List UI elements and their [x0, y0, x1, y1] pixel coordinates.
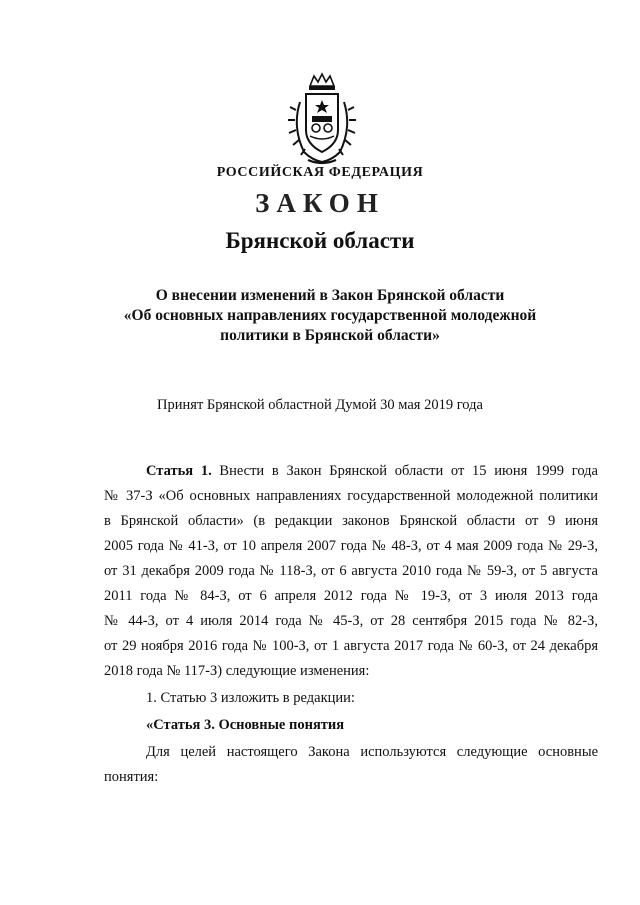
- paragraph-line: от 31 декабря 2009 года № 118-З, от 6 августа 2010 года № 59-З, от 5 августа: [104, 563, 598, 579]
- law-title-line: О внесении изменений в Закон Брянской области: [155, 287, 505, 304]
- country-heading: РОССИЙСКАЯ ФЕДЕРАЦИЯ: [216, 165, 424, 180]
- law-title-line: «Об основных направлениях государственной молодежной: [123, 307, 537, 324]
- law-title-line: политики в Брянской области»: [220, 327, 440, 344]
- paragraph-line: № 37-З «Об основных направлениях государственной молодежной политики: [104, 488, 598, 504]
- article-label: Статья 1.: [146, 463, 212, 479]
- coat-of-arms-icon: [286, 72, 358, 168]
- article-text: Внести в Закон Брянской области от 15 июня 1999 года: [211, 463, 598, 479]
- law-title: [90, 286, 570, 346]
- paragraph-line: понятия:: [104, 769, 159, 785]
- document-type-heading: ЗАКОН: [255, 188, 385, 218]
- adoption-note: Принят Брянской областной Думой 30 мая 2019 года: [157, 397, 483, 413]
- paragraph-line: от 29 ноября 2016 года № 100-З, от 1 августа 2017 года № 60-З, от 24 декабря: [104, 638, 598, 654]
- paragraph-line: Для целей настоящего Закона используются следующие основные: [146, 744, 598, 760]
- paragraph-line: [146, 462, 598, 480]
- paragraph-line: № 44-З, от 4 июля 2014 года № 45-З, от 28 сентября 2015 года № 82-З,: [104, 613, 598, 629]
- region-heading: Брянской области: [225, 228, 415, 253]
- article-3-heading: «Статья 3. Основные понятия: [146, 717, 345, 733]
- paragraph-line: 2018 года № 117-З) следующие изменения:: [104, 663, 370, 679]
- item-line: 1. Статью 3 изложить в редакции:: [146, 690, 355, 706]
- paragraph-line: 2005 года № 41-З, от 10 апреля 2007 года № 48-З, от 4 мая 2009 года № 29-З,: [104, 538, 598, 554]
- paragraph-line: в Брянской области» (в редакции законов Брянской области от 9 июня: [104, 513, 598, 529]
- paragraph-line: 2011 года № 84-З, от 6 апреля 2012 года № 19-З, от 3 июля 2013 года: [104, 588, 598, 604]
